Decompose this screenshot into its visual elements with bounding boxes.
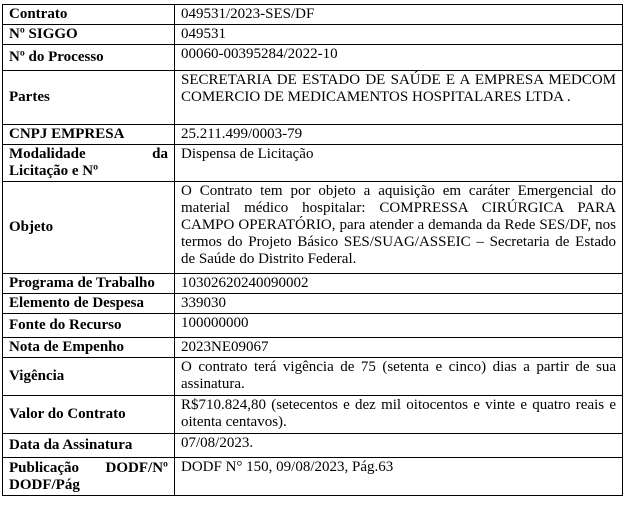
table-row <box>3 45 623 71</box>
field-label: Nº SIGGO <box>3 25 175 45</box>
field-value: 25.211.499/0003-79 <box>175 125 623 145</box>
table-row <box>3 294 623 314</box>
table-row <box>3 314 623 338</box>
table-row <box>3 145 623 182</box>
field-value: R$710.824,80 (setecentos e dez mil oitocentos e vinte e quatro reais e oitenta centavos). <box>175 396 623 434</box>
table-row <box>3 338 623 358</box>
field-value: O Contrato tem por objeto a aquisição em caráter Emergencial do material médico hospitalar: COMPRESSA CIRÚRGICA PARA CAMPO OPERATÓRIO, para atender a demanda da Rede SES/DF, nos termos do Projeto Básico SES/SUAG/ASSEIC – Secretaria de Estado de Saúde do Distrito Federal. <box>175 182 623 274</box>
field-label-line: Licitação e Nº <box>9 163 99 179</box>
field-label: Partes <box>3 71 175 125</box>
field-value: Dispensa de Licitação <box>175 145 623 182</box>
field-value: 339030 <box>175 294 623 314</box>
table-row <box>3 434 623 458</box>
field-value: 049531 <box>175 25 623 45</box>
field-value: 049531/2023-SES/DF <box>175 5 623 25</box>
table-row <box>3 182 623 274</box>
field-label-line: Publicação DODF/Nº <box>9 459 168 476</box>
field-label: Valor do Contrato <box>3 396 175 434</box>
field-label: Fonte do Recurso <box>3 314 175 338</box>
field-label: Programa de Trabalho <box>3 274 175 294</box>
field-label: Nota de Empenho <box>3 338 175 358</box>
field-label: Vigência <box>3 358 175 396</box>
field-value: 07/08/2023. <box>175 434 623 458</box>
field-label <box>3 458 175 496</box>
table-row <box>3 274 623 294</box>
table-row <box>3 5 623 25</box>
field-value: 100000000 <box>175 314 623 338</box>
field-label: Nº do Processo <box>3 45 175 71</box>
field-value: SECRETARIA DE ESTADO DE SAÚDE E A EMPRESA MEDCOM COMERCIO DE MEDICAMENTOS HOSPITALARES LTDA . <box>175 71 623 125</box>
table-row <box>3 458 623 496</box>
field-value: 10302620240090002 <box>175 274 623 294</box>
table-row <box>3 25 623 45</box>
contract-summary-table <box>2 4 623 496</box>
field-value: 00060-00395284/2022-10 <box>175 45 623 71</box>
field-label: Elemento de Despesa <box>3 294 175 314</box>
table-row <box>3 71 623 125</box>
field-label-line: Modalidade da <box>9 146 168 162</box>
field-label: Objeto <box>3 182 175 274</box>
field-label: Data da Assinatura <box>3 434 175 458</box>
table-row <box>3 396 623 434</box>
field-value: O contrato terá vigência de 75 (setenta e cinco) dias a partir de sua assinatura. <box>175 358 623 396</box>
table-row <box>3 125 623 145</box>
table-row <box>3 358 623 396</box>
field-label: CNPJ EMPRESA <box>3 125 175 145</box>
field-value: DODF N° 150, 09/08/2023, Pág.63 <box>175 458 623 496</box>
field-label <box>3 145 175 182</box>
field-value: 2023NE09067 <box>175 338 623 358</box>
field-label-line: DODF/Pág <box>9 476 80 493</box>
field-label: Contrato <box>3 5 175 25</box>
